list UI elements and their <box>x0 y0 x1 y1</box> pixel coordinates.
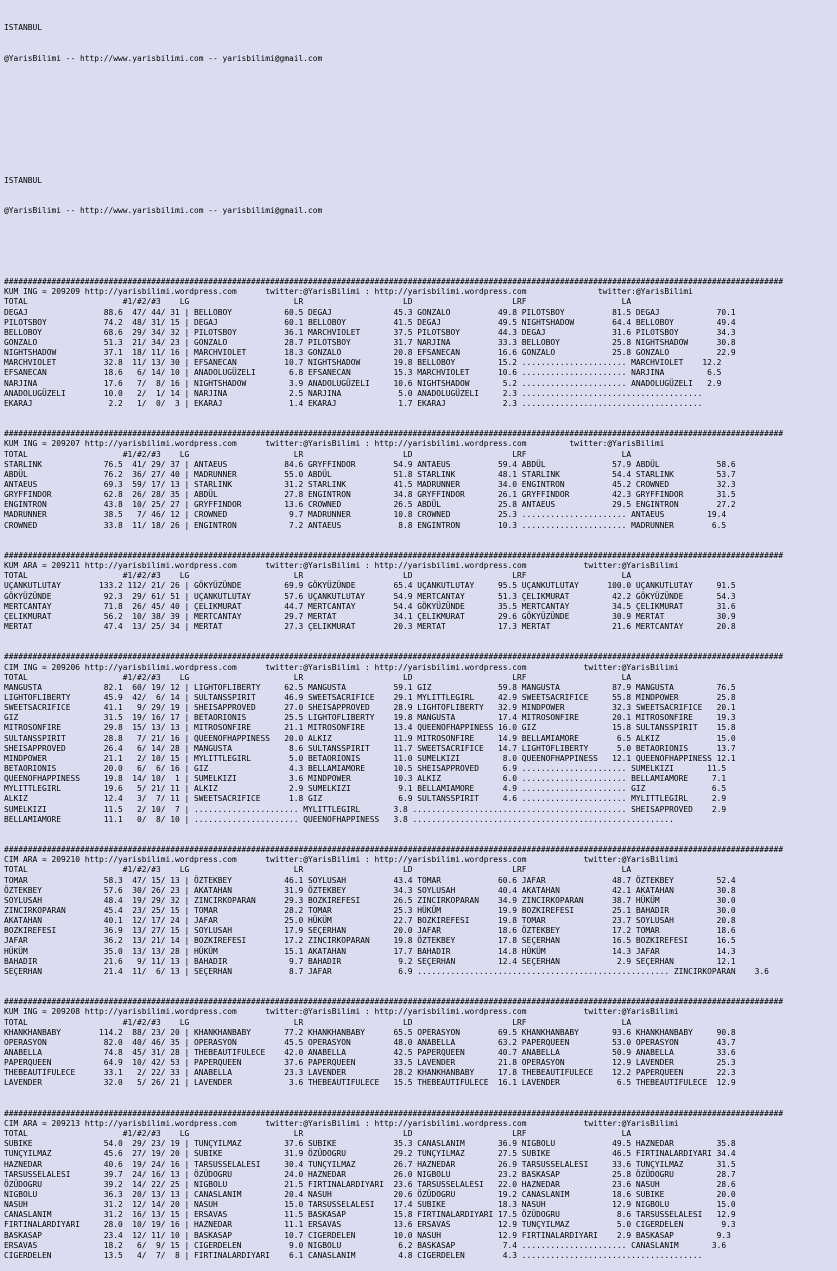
table-row: KHANKHANBABY 114.2 88/ 23/ 20 | KHANKHANBABY 77.2 KHANKHANBABY 65.5 OPERASYON 69.5 KHANKHANBABY 93.6 KHANKHANBABY 90.8 <box>4 1027 736 1037</box>
table-row: ANABELLA 74.8 45/ 31/ 28 | THEBEAUTIFULECE 42.0 ANABELLA 42.5 PAPERQUEEN 40.7 ANABELLA 50.9 ANABELLA 33.6 <box>4 1047 736 1057</box>
race-section <box>4 652 837 824</box>
table-row: CIGERDELEN 13.5 4/ 7/ 8 | FIRTINALARDIYARI 6.1 CANASLANIM 4.8 CIGERDELEN 4.3 ...................................... <box>4 1250 703 1260</box>
table-row: AKATAHAN 40.1 12/ 17/ 24 | JAFAR 25.0 HÜKÜM 22.7 BOZKIREFESI 19.8 TOMAR 23.7 SOYLUSAH 20.8 <box>4 916 736 926</box>
table-row: SUBIKE 54.0 29/ 23/ 19 | TUNÇYILMAZ 37.6 SUBIKE 35.3 CANASLANIM 36.9 NIGBOLU 49.5 HAZNEDAR 35.8 <box>4 1139 736 1149</box>
table-row: FIRTINALARDIYARI 28.0 10/ 19/ 16 | HAZNEDAR 11.1 ERSAVAS 13.6 ERSAVAS 12.9 TUNÇYILMAZ 5.0 CIGERDELEN 9.3 <box>4 1220 736 1230</box>
table-row: LIGHTOFLIBERTY 45.9 42/ 6/ 14 | SULTANSSPIRIT 46.9 SWEETSACRIFICE 29.1 MYLITTLEGIRL 42.9 SWEETSACRIFICE 55.8 MINDPOWER 25.8 <box>4 692 736 702</box>
table-row: UÇANKUTLUTAY 133.2 112/ 21/ 26 | GÖKYÜZÜNDE 69.9 GÖKYÜZÜNDE 65.4 UÇANKUTLUTAY 95.5 UÇANKUTLUTAY 100.0 UÇANKUTLUTAY 91.5 <box>4 581 736 591</box>
table-row: THEBEAUTIFULECE 33.1 2/ 22/ 33 | ANABELLA 23.3 LAVENDER 28.2 KHANKHANBABY 17.8 THEBEAUTIFULECE 12.2 PAPERQUEEN 22.3 <box>4 1068 736 1078</box>
table-row: MANGUSTA 82.1 60/ 19/ 12 | LIGHTOFLIBERTY 62.5 MANGUSTA 59.1 GIZ 59.8 MANGUSTA 87.9 MANGUSTA 76.5 <box>4 682 736 692</box>
race-section <box>4 551 837 632</box>
table-row: GIZ 31.5 19/ 16/ 17 | BETAORIONIS 25.5 LIGHTOFLIBERTY 19.8 MANGUSTA 17.4 MITROSONFIRE 20.1 MITROSONFIRE 19.3 <box>4 713 736 723</box>
column-header: TOTAL #1/#2/#3 LG LR LD LRF LA <box>4 865 632 875</box>
table-row: SUMELKIZI 11.5 2/ 10/ 7 | ...................... MYLITTLEGIRL 3.8 ............................................. SHEISAPPROVED 2.9 <box>4 804 727 814</box>
table-row: SWEETSACRIFICE 41.1 9/ 29/ 19 | SHEISAPPROVED 27.0 SHEISAPPROVED 28.9 LIGHTOFLIBERTY 32.9 MINDPOWER 32.3 SWEETSACRIFICE 20.1 <box>4 703 736 713</box>
race-section <box>4 845 837 977</box>
table-row: ÖZÜDOGRU 39.2 14/ 22/ 25 | NIGBOLU 21.5 FIRTINALARDIYARI 23.6 TARSUSSELALESI 22.0 HAZNEDAR 23.6 NASUH 28.6 <box>4 1179 736 1189</box>
table-row: TUNÇYILMAZ 45.6 27/ 19/ 20 | SUBIKE 31.9 ÖZÜDOGRU 29.2 TUNÇYILMAZ 27.5 SUBIKE 46.5 FIRTINALARDIYARI 34.4 <box>4 1149 736 1159</box>
table-row: SULTANSSPIRIT 28.8 7/ 21/ 16 | QUEENOFHAPPINESS 20.0 ALKIZ 11.9 MITROSONFIRE 14.9 BELLAMIAMORE 6.5 ALKIZ 15.0 <box>4 733 736 743</box>
table-row: EFSANECAN 18.6 6/ 14/ 10 | ANADOLUGÜZELI 6.8 EFSANECAN 15.3 MARCHVIOLET 10.6 ...................... NARJINA 6.5 <box>4 368 722 378</box>
byline: @YarisBilimi -- http://www.yarisbilimi.com -- yarisbilimi@gmail.com <box>4 53 323 63</box>
table-row: TOMAR 58.3 47/ 15/ 13 | ÖZTEKBEY 46.1 SOYLUSAH 43.4 TOMAR 60.6 JAFAR 48.7 ÖZTEKBEY 52.4 <box>4 875 736 885</box>
table-row: STARLINK 76.5 41/ 29/ 37 | ANTAEUS 84.6 GRYFFINDOR 54.9 ANTAEUS 59.4 ABDÜL 57.9 ABDÜL 58.6 <box>4 459 736 469</box>
table-row: ABDÜL 76.2 36/ 27/ 40 | MADRUNNER 55.0 ABDÜL 51.8 STARLINK 48.1 STARLINK 54.4 STARLINK 53.7 <box>4 469 736 479</box>
separator-line: #################################################################################################################################################################### <box>4 845 784 855</box>
table-row: PAPERQUEEN 64.9 10/ 42/ 53 | PAPERQUEEN 37.6 PAPERQUEEN 33.5 LAVENDER 21.8 OPERASYON 12.9 LAVENDER 25.3 <box>4 1058 736 1068</box>
blank-line <box>4 236 837 246</box>
table-row: MINDPOWER 21.1 2/ 10/ 15 | MYLITTLEGIRL 5.0 BETAORIONIS 11.0 SUMELKIZI 8.0 QUEENOFHAPPINESS 12.1 QUEENOFHAPPINESS 12.1 <box>4 753 736 763</box>
table-row: ALKIZ 12.4 3/ 7/ 11 | SWEETSACRIFICE 1.8 GIZ 6.9 SULTANSSPIRIT 4.6 ...................... MYLITTLEGIRL 2.9 <box>4 794 727 804</box>
table-row: ANADOLUGÜZELI 10.0 2/ 1/ 14 | NARJINA 2.5 NARJINA 5.0 ANADOLUGÜZELI 2.3 ...................................... <box>4 388 703 398</box>
separator-line: #################################################################################################################################################################### <box>4 550 784 560</box>
table-row: BELLAMIAMORE 11.1 0/ 8/ 10 | ...................... QUEENOFHAPPINESS 3.8 ....................................................... <box>4 814 674 824</box>
separator-line: #################################################################################################################################################################### <box>4 429 784 439</box>
column-header: TOTAL #1/#2/#3 LG LR LD LRF LA <box>4 672 632 682</box>
table-row: SOYLUSAH 48.4 19/ 29/ 32 | ZINCIRKOPARAN 29.3 BOZKIREFESI 26.5 ZINCIRKOPARAN 34.9 ZINCIRKOPARAN 38.7 HÜKÜM 30.0 <box>4 895 736 905</box>
table-row: BELLOBOY 68.6 29/ 34/ 32 | PILOTSBOY 36.1 MARCHVIOLET 37.5 PILOTSBOY 44.3 DEGAJ 31.6 PILOTSBOY 34.3 <box>4 327 736 337</box>
byline: @YarisBilimi -- http://www.yarisbilimi.com -- yarisbilimi@gmail.com <box>4 206 323 216</box>
table-row: CROWNED 33.8 11/ 18/ 26 | ENGINTRON 7.2 ANTAEUS 8.8 ENGINTRON 10.3 ...................... MADRUNNER 6.5 <box>4 520 727 530</box>
table-row: BAHADIR 21.6 9/ 11/ 13 | BAHADIR 9.7 BAHADIR 9.2 SEÇERHAN 12.4 SEÇERHAN 2.9 SEÇERHAN 12.1 <box>4 956 736 966</box>
table-row: LAVENDER 32.0 5/ 26/ 21 | LAVENDER 3.6 THEBEAUTIFULECE 15.5 THEBEAUTIFULECE 16.1 LAVENDER 6.5 THEBEAUTIFULECE 12.9 <box>4 1078 736 1088</box>
table-row: MADRUNNER 38.5 7/ 46/ 12 | CROWNED 9.7 MADRUNNER 10.8 CROWNED 25.3 ...................... ANTAEUS 19.4 <box>4 510 727 520</box>
column-header: TOTAL #1/#2/#3 LG LR LD LRF LA <box>4 1129 632 1139</box>
table-row: ÖZTEKBEY 57.6 30/ 26/ 23 | AKATAHAN 31.9 ÖZTEKBEY 34.3 SOYLUSAH 40.4 AKATAHAN 42.1 AKATAHAN 30.8 <box>4 885 736 895</box>
table-row: MERTCANTAY 71.8 26/ 45/ 40 | ÇELIKMURAT 44.7 MERTCANTAY 54.4 GÖKYÜZÜNDE 35.5 MERTCANTAY 34.5 ÇELIKMURAT 31.6 <box>4 601 736 611</box>
table-row: GONZALO 51.3 21/ 34/ 23 | GONZALO 28.7 PILOTSBOY 31.7 NARJINA 33.3 BELLOBOY 25.8 NIGHTSHADOW 30.8 <box>4 337 736 347</box>
table-row: NASUH 31.2 12/ 14/ 20 | NASUH 15.0 TARSUSSELALESI 17.4 SUBIKE 18.3 NASUH 12.9 NIGBOLU 15.0 <box>4 1200 736 1210</box>
table-row: MITROSONFIRE 29.8 15/ 13/ 13 | MITROSONFIRE 21.1 MITROSONFIRE 13.4 QUEENOFHAPPINESS 16.0 GIZ 15.8 SULTANSSPIRIT 15.8 <box>4 723 736 733</box>
table-row: SEÇERHAN 21.4 11/ 6/ 13 | SEÇERHAN 8.7 JAFAR 6.9 ..................................................... ZINCIRKOPARAN 3.6 <box>4 966 769 976</box>
separator-line: #################################################################################################################################################################### <box>4 652 784 662</box>
table-row: MYLITTLEGIRL 19.6 5/ 21/ 11 | ALKIZ 2.9 SUMELKIZI 9.1 BELLAMIAMORE 4.9 ...................... GIZ 6.5 <box>4 784 727 794</box>
separator-line: #################################################################################################################################################################### <box>4 277 784 287</box>
race-section <box>4 997 837 1088</box>
table-row: GÖKYÜZÜNDE 92.3 29/ 61/ 51 | UÇANKUTLUTAY 57.6 UÇANKUTLUTAY 54.9 MERTCANTAY 51.3 ÇELIKMURAT 42.2 GÖKYÜZÜNDE 54.3 <box>4 591 736 601</box>
race-header: CIM ARA = 209213 http://yarisbilimi.wordpress.com twitter:@YarisBilimi : http://yarisbilimi.wordpress.com twitter:@YarisBilimi <box>4 1118 679 1128</box>
table-row: SHEISAPPROVED 26.4 6/ 14/ 28 | MANGUSTA 8.6 SULTANSSPIRIT 11.7 SWEETSACRIFICE 14.7 LIGHTOFLIBERTY 5.0 BETAORIONIS 13.7 <box>4 743 736 753</box>
column-header: TOTAL #1/#2/#3 LG LR LD LRF LA <box>4 571 632 581</box>
table-row: ENGINTRON 43.8 10/ 25/ 27 | GRYFFINDOR 13.6 CROWNED 26.5 ABDÜL 25.8 ANTAEUS 29.5 ENGINTRON 27.2 <box>4 500 736 510</box>
table-row: JAFAR 36.2 13/ 21/ 14 | BOZKIREFESI 17.2 ZINCIRKOPARAN 19.8 ÖZTEKBEY 17.8 SEÇERHAN 16.5 BOZKIREFESI 16.5 <box>4 936 736 946</box>
table-row: GRYFFINDOR 62.8 26/ 28/ 35 | ABDÜL 27.8 ENGINTRON 34.8 GRYFFINDOR 26.1 GRYFFINDOR 42.3 GRYFFINDOR 31.5 <box>4 490 736 500</box>
city-title: ISTANBUL <box>4 175 43 185</box>
race-header: CIM ARA = 209210 http://yarisbilimi.wordpress.com twitter:@YarisBilimi : http://yarisbilimi.wordpress.com twitter:@YarisBilimi <box>4 855 679 865</box>
table-row: NARJINA 17.6 7/ 8/ 16 | NIGHTSHADOW 3.9 ANADOLUGÜZELI 10.6 NIGHTSHADOW 5.2 ...................... ANADOLUGÜZELI 2.9 <box>4 378 722 388</box>
race-header: KUM ING = 209209 http://yarisbilimi.wordpress.com twitter:@YarisBilimi : http://yarisbilimi.wordpress.com twitter:@YarisBilimi <box>4 287 693 297</box>
blank-line <box>4 115 837 125</box>
table-row: NIGHTSHADOW 37.1 18/ 11/ 16 | MARCHVIOLET 18.3 GONZALO 20.8 EFSANECAN 16.6 GONZALO 25.8 GONZALO 22.9 <box>4 348 736 358</box>
race-section <box>4 429 837 530</box>
separator-line: #################################################################################################################################################################### <box>4 997 784 1007</box>
table-row: QUEENOFHAPPINESS 19.8 14/ 10/ 1 | SUMELKIZI 3.6 MINDPOWER 10.3 ALKIZ 6.0 ...................... BELLAMIAMORE 7.1 <box>4 774 727 784</box>
table-row: EKARAJ 2.2 1/ 0/ 3 | EKARAJ 1.4 EKARAJ 1.7 EKARAJ 2.3 ...................................... <box>4 398 703 408</box>
column-header: TOTAL #1/#2/#3 LG LR LD LRF LA <box>4 297 632 307</box>
race-header: KUM ARA = 209211 http://yarisbilimi.wordpress.com twitter:@YarisBilimi : http://yarisbilimi.wordpress.com twitter:@YarisBilimi <box>4 561 679 571</box>
table-row: ANTAEUS 69.3 59/ 17/ 13 | STARLINK 31.2 STARLINK 41.5 MADRUNNER 34.0 ENGINTRON 45.2 CROWNED 32.3 <box>4 479 736 489</box>
table-row: OPERASYON 82.0 40/ 46/ 35 | OPERASYON 45.5 OPERASYON 48.0 ANABELLA 63.2 PAPERQUEEN 53.0 OPERASYON 43.7 <box>4 1037 736 1047</box>
race-section <box>4 1109 837 1261</box>
race-header: CIM ING = 209206 http://yarisbilimi.wordpress.com twitter:@YarisBilimi : http://yarisbilimi.wordpress.com twitter:@YarisBilimi <box>4 662 679 672</box>
table-row: BASKASAP 23.4 12/ 11/ 10 | BASKASAP 10.7 CIGERDELEN 10.0 NASUH 12.9 FIRTINALARDIYARI 2.9 BASKASAP 9.3 <box>4 1230 731 1240</box>
city-title: ISTANBUL <box>4 23 43 33</box>
column-header: TOTAL #1/#2/#3 LG LR LD LRF LA <box>4 449 632 459</box>
table-row: HAZNEDAR 40.6 19/ 24/ 16 | TARSUSSELALESI 30.4 TUNÇYILMAZ 26.7 HAZNEDAR 26.9 TARSUSSELALESI 33.6 TUNÇYILMAZ 31.5 <box>4 1159 736 1169</box>
table-row: ZINCIRKOPARAN 45.4 23/ 25/ 15 | TOMAR 28.2 TOMAR 25.3 HÜKÜM 19.9 BOZKIREFESI 25.1 BAHADIR 30.0 <box>4 905 736 915</box>
race-header: KUM ING = 209207 http://yarisbilimi.wordpress.com twitter:@YarisBilimi : http://yarisbilimi.wordpress.com twitter:@YarisBilimi <box>4 439 665 449</box>
table-row: TARSUSSELALESI 39.7 24/ 16/ 13 | ÖZÜDOGRU 24.0 HAZNEDAR 26.0 NIGBOLU 23.2 BASKASAP 25.8 ÖZÜDOGRU 28.7 <box>4 1169 736 1179</box>
table-row: CANASLANIM 31.2 16/ 13/ 15 | ERSAVAS 11.5 BASKASAP 15.8 FIRTINALARDIYARI 17.5 ÖZÜDOGRU 8.6 TARSUSSELALESI 12.9 <box>4 1210 736 1220</box>
table-row: ÇELIKMURAT 56.2 10/ 38/ 39 | MERTCANTAY 29.7 MERTAT 34.1 ÇELIKMURAT 29.6 GÖKYÜZÜNDE 30.9 MERTAT 30.9 <box>4 611 736 621</box>
table-row: BOZKIREFESI 36.9 13/ 27/ 15 | SOYLUSAH 17.9 SEÇERHAN 20.0 JAFAR 18.6 ÖZTEKBEY 17.2 TOMAR 18.6 <box>4 926 736 936</box>
table-row: NIGBOLU 36.3 20/ 13/ 13 | CANASLANIM 20.4 NASUH 20.6 ÖZÜDOGRU 19.2 CANASLANIM 18.6 SUBIKE 20.0 <box>4 1189 736 1199</box>
blank-line <box>4 84 837 94</box>
separator-line: #################################################################################################################################################################### <box>4 1108 784 1118</box>
table-row: MERTAT 47.4 13/ 25/ 34 | MERTAT 27.3 ÇELIKMURAT 20.3 MERTAT 17.3 MERTAT 21.6 MERTCANTAY 20.8 <box>4 621 736 631</box>
table-row: HÜKÜM 35.0 13/ 13/ 28 | HÜKÜM 15.1 AKATAHAN 17.7 BAHADIR 14.8 HÜKÜM 14.3 JAFAR 14.3 <box>4 946 736 956</box>
race-section <box>4 277 837 409</box>
table-row: MARCHVIOLET 32.8 11/ 13/ 30 | EFSANECAN 10.7 NIGHTSHADOW 19.8 BELLOBOY 15.2 ...................... MARCHVIOLET 12.2 <box>4 358 722 368</box>
table-row: DEGAJ 88.6 47/ 44/ 31 | BELLOBOY 60.5 DEGAJ 45.3 GONZALO 49.8 PILOTSBOY 81.5 DEGAJ 70.1 <box>4 307 736 317</box>
column-header: TOTAL #1/#2/#3 LG LR LD LRF LA <box>4 1017 632 1027</box>
table-row: BETAORIONIS 20.0 6/ 6/ 16 | GIZ 4.3 BELLAMIAMORE 10.5 SHEISAPPROVED 6.9 ...................... SUMELKIZI 11.5 <box>4 763 727 773</box>
blank-line <box>4 145 837 155</box>
table-row: ERSAVAS 18.2 6/ 9/ 15 | CIGERDELEN 9.0 NIGBOLU 6.2 BASKASAP 7.4 ...................... CANASLANIM 3.6 <box>4 1240 727 1250</box>
race-header: KUM ING = 209208 http://yarisbilimi.wordpress.com twitter:@YarisBilimi : http://yarisbilimi.wordpress.com twitter:@YarisBilimi <box>4 1007 679 1017</box>
table-row: PILOTSBOY 74.2 48/ 31/ 15 | DEGAJ 60.1 BELLOBOY 41.5 DEGAJ 49.5 NIGHTSHADOW 64.4 BELLOBOY 49.4 <box>4 317 736 327</box>
